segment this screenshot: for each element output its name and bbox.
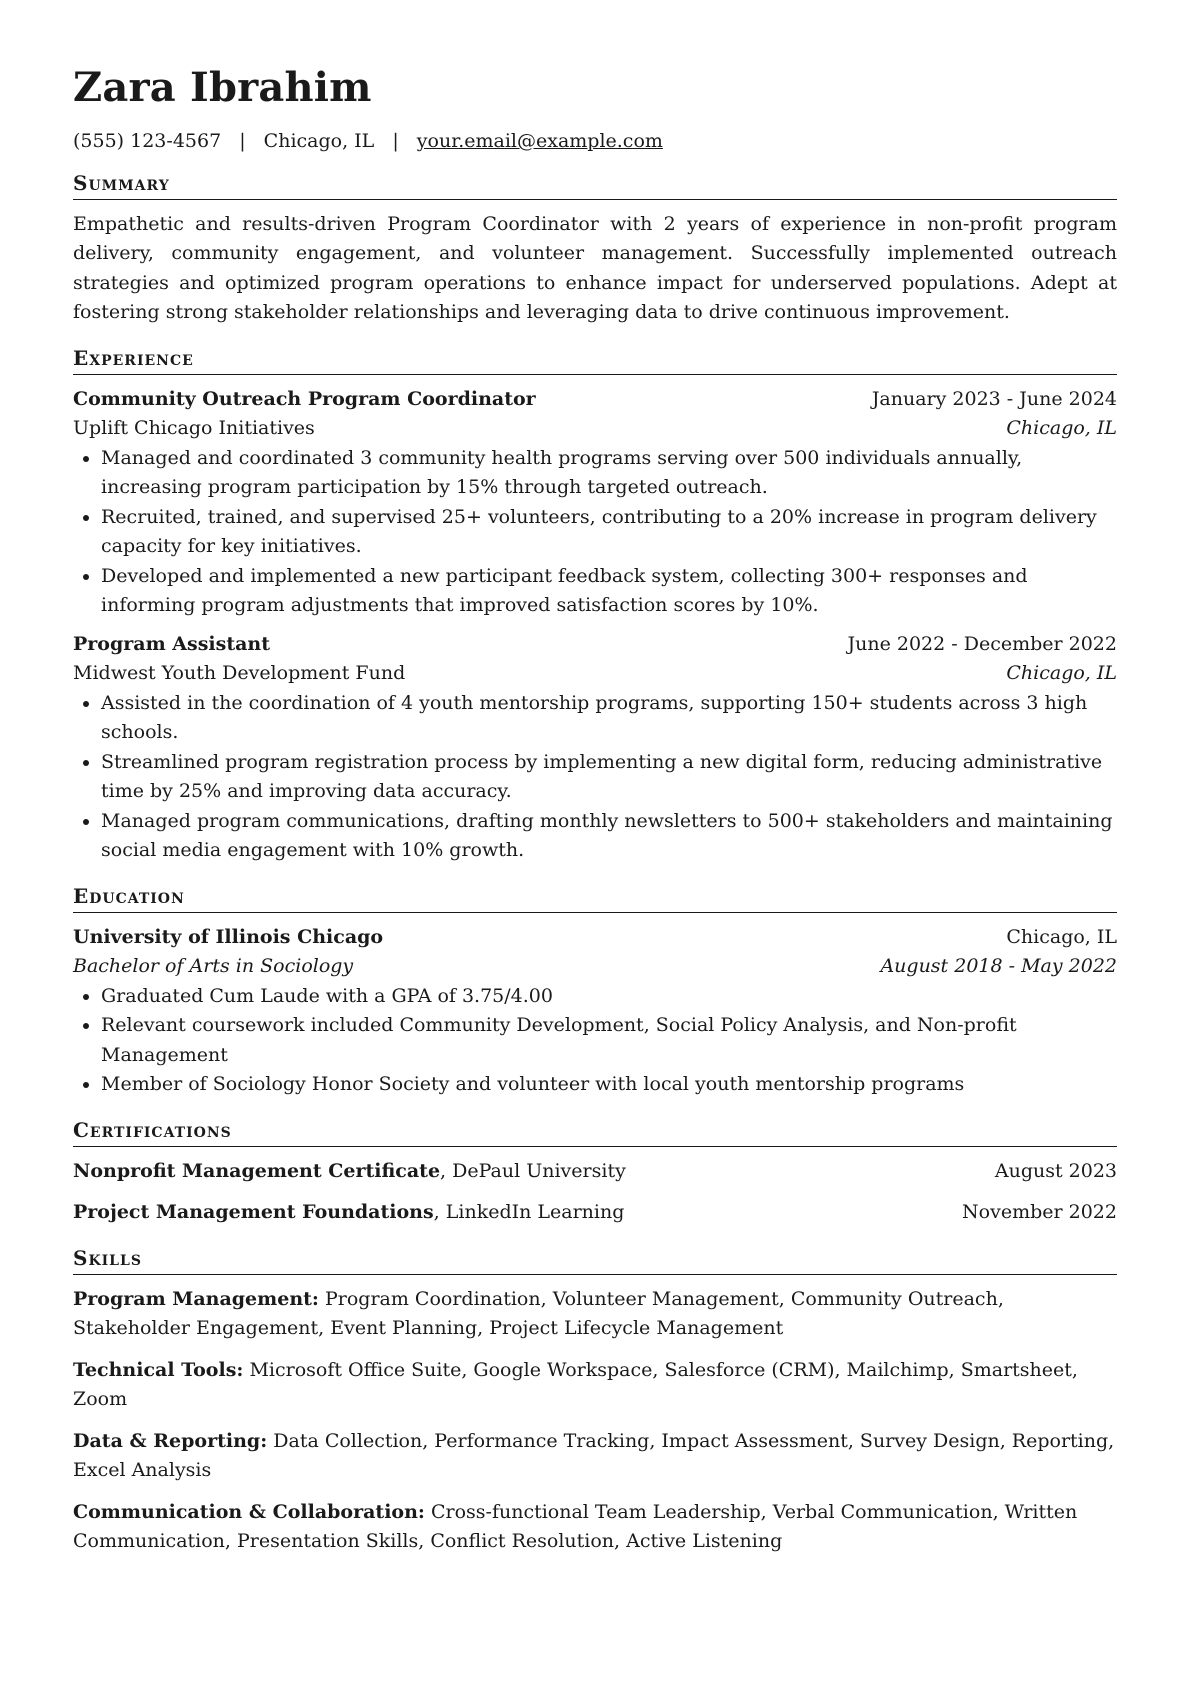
certification-date: November 2022 [962,1201,1117,1224]
skill-label: Program Management: [73,1287,319,1310]
job-title: Program Assistant [73,632,271,655]
job-dates: June 2022 - December 2022 [847,632,1117,655]
certification-name: Project Management Foundations [73,1201,434,1224]
job-location: Chicago, IL [1006,417,1117,440]
school-location: Chicago, IL [1006,925,1117,948]
contact-line [73,130,1117,153]
certification-issuer: LinkedIn Learning [445,1201,625,1224]
skill-text: Data Collection, Performance Tracking, Impact Assessment, Survey Design, Reporting, Excel Analysis [73,1429,1115,1482]
bullet-item: • Graduated Cum Laude with a GPA of 3.75/4.00 [101,982,1117,1012]
degree: Bachelor of Arts in Sociology [73,955,354,978]
skill-group [73,1356,1117,1415]
certifications-section [73,1118,1117,1228]
certification-date: August 2023 [994,1159,1117,1182]
skill-group [73,1285,1117,1344]
summary-section [73,171,1117,328]
bullet-item: • Relevant coursework included Community Development, Social Policy Analysis, and Non-profit Management [101,1011,1117,1070]
bullet-list [73,444,1117,621]
certification-item: Project Management Foundations, LinkedIn Learning November 2022 [73,1198,1117,1228]
bullet-item: • Recruited, trained, and supervised 25+ volunteers, contributing to a 20% increase in program delivery capacity for key initiatives. [101,503,1117,562]
section-title: Experience [73,346,1117,375]
skill-label: Technical Tools: [73,1358,244,1381]
separator: | [239,130,246,152]
phone-number: (555) 123-4567 [73,130,222,152]
bullet-item: • Assisted in the coordination of 4 youth mentorship programs, supporting 150+ students across 3 high schools. [101,689,1117,748]
candidate-name: Zara Ibrahim [73,64,372,111]
skill-group [73,1427,1117,1486]
bullet-list [73,689,1117,866]
education-dates: August 2018 - May 2022 [880,955,1117,978]
bullet-item: • Managed program communications, drafting monthly newsletters to 500+ stakeholders and maintaining social media engagement with 10% growth. [101,807,1117,866]
experience-entry [73,630,1117,866]
job-title: Community Outreach Program Coordinator [73,387,536,410]
section-title: Certifications [73,1118,1117,1147]
job-dates: January 2023 - June 2024 [871,387,1117,410]
bullet-item: • Developed and implemented a new participant feedback system, collecting 300+ responses and informing program adjustments that improved satisfaction scores by 10%. [101,562,1117,621]
skill-text: Program Coordination, Volunteer Management, Community Outreach, Stakeholder Engagement, Event Planning, Project Lifecycle Management [73,1287,1004,1340]
skill-label: Communication & Collaboration: [73,1500,425,1523]
summary-text: Empathetic and results-driven Program Coordinator with 2 years of experience in non-profit program delivery, community engagement, and volunteer management. Successfully implemented outreach strategies and optimized program operations to enhance impact for underserved populations. Adept at fostering strong stakeholder relationships and leveraging data to drive continuous improvement. [73,212,1117,324]
section-title: Summary [73,171,1117,200]
organization: Midwest Youth Development Fund [73,662,406,685]
skill-text: Cross-functional Team Leadership, Verbal Communication, Written Communication, Presentation Skills, Conflict Resolution, Active Listening [73,1500,1078,1553]
certification-name: Nonprofit Management Certificate [73,1159,441,1182]
section-title: Education [73,884,1117,913]
bullet-item: • Member of Sociology Honor Society and volunteer with local youth mentorship programs [101,1070,1117,1100]
bullet-item: • Managed and coordinated 3 community health programs serving over 500 individuals annually, increasing program participation by 15% through targeted outreach. [101,444,1117,503]
skill-text: Microsoft Office Suite, Google Workspace, Salesforce (CRM), Mailchimp, Smartsheet, Zoom [73,1358,1078,1411]
organization: Uplift Chicago Initiatives [73,417,315,440]
email-link[interactable]: your.email@example.com [416,130,663,152]
skill-group [73,1498,1117,1557]
experience-section [73,346,1117,866]
certification-item: Nonprofit Management Certificate, DePaul University August 2023 [73,1157,1117,1187]
education-section [73,884,1117,1100]
skill-label: Data & Reporting: [73,1429,268,1452]
section-title: Skills [73,1246,1117,1275]
job-location: Chicago, IL [1006,662,1117,685]
location: Chicago, IL [263,130,375,152]
bullet-list [73,982,1117,1100]
skills-section [73,1246,1117,1557]
school-name: University of Illinois Chicago [73,925,384,948]
separator: | [392,130,399,152]
experience-entry [73,385,1117,621]
bullet-item: • Streamlined program registration process by implementing a new digital form, reducing administrative time by 25% and improving data accuracy. [101,748,1117,807]
certification-issuer: DePaul University [452,1159,626,1182]
